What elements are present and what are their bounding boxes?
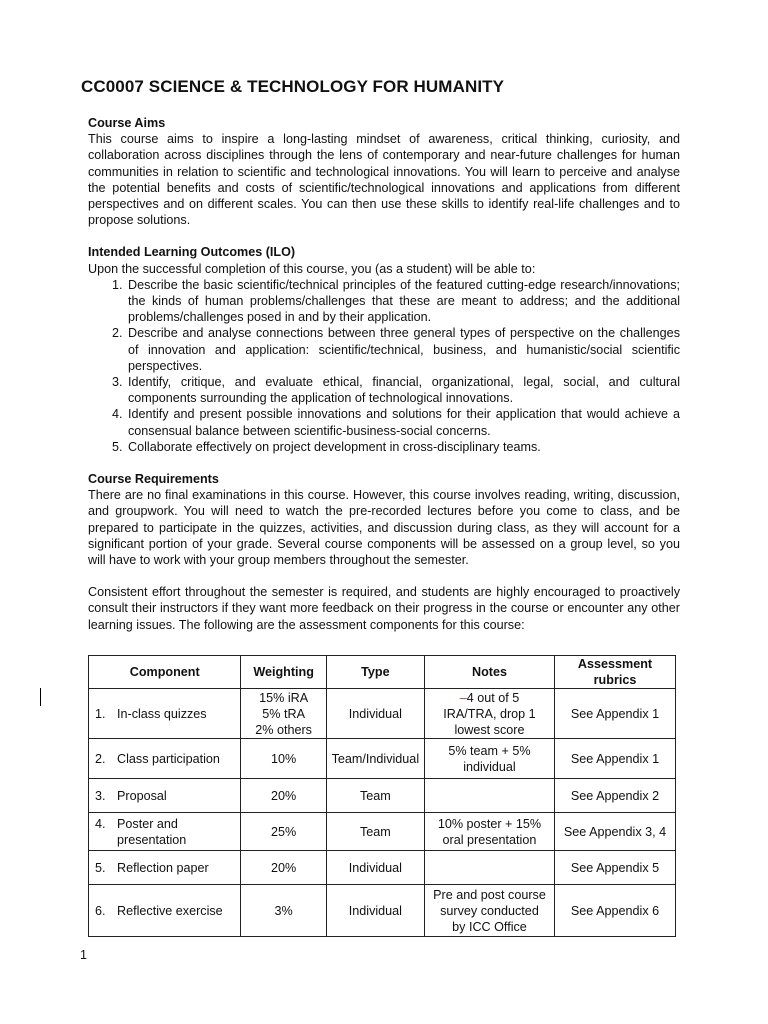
header-type: Type [326, 656, 424, 689]
table-row [89, 739, 676, 779]
rubric-cell: See Appendix 1 [555, 739, 676, 779]
ilo-list [88, 277, 680, 455]
table-row [89, 851, 676, 885]
component-cell: 6. Reflective exercise [89, 885, 241, 937]
rubric-cell: See Appendix 1 [555, 689, 676, 739]
table-row [89, 813, 676, 851]
notes-cell: –4 out of 5 IRA/TRA, drop 1 lowest score [424, 689, 554, 739]
weighting-cell: 15% iRA 5% tRA 2% others [241, 689, 326, 739]
body-content [88, 115, 680, 633]
type-cell: Individual [326, 851, 424, 885]
page-title: CC0007 SCIENCE & TECHNOLOGY FOR HUMANITY [81, 77, 505, 96]
notes-cell: 10% poster + 15% oral presentation [424, 813, 554, 851]
weighting-cell: 25% [241, 813, 326, 851]
rubric-cell: See Appendix 3, 4 [555, 813, 676, 851]
rubric-cell: See Appendix 2 [555, 779, 676, 813]
header-weighting: Weighting [241, 656, 326, 689]
component-cell: 3. Proposal [89, 779, 241, 813]
header-component: Component [89, 656, 241, 689]
type-cell: Team/Individual [326, 739, 424, 779]
ilo-heading: Intended Learning Outcomes (ILO) [88, 245, 296, 260]
header-rubrics: Assessment rubrics [555, 656, 676, 689]
course-aims-heading: Course Aims [88, 116, 166, 130]
rubric-cell: See Appendix 5 [555, 851, 676, 885]
requirements-para-2: Consistent effort throughout the semester is required, and students are highly encouraged to proactively consult their instructors if they want more feedback on their progress in the course or encounter any other learning issues. The following are the assessment components for this course: [88, 585, 680, 632]
component-cell: 2. Class participation [89, 739, 241, 779]
ilo-item: 2. Describe and analyse connections between three general types of perspective on the challenges of innovation and application: scientific/technical, business, and humanistic/social scientific perspectives. [126, 325, 680, 374]
ilo-item: 4. Identify and present possible innovations and solutions for their application that would achieve a consensual balance between scientific-business-social concerns. [126, 406, 680, 438]
table-header-row [89, 656, 676, 689]
ilo-intro: Upon the successful completion of this course, you (as a student) will be able to: [88, 261, 536, 276]
header-notes: Notes [424, 656, 554, 689]
course-aims-text: This course aims to inspire a long-lasting mindset of awareness, critical thinking, curiosity, and collaboration across disciplines through the lens of contemporary and near-future challenges for human communities in relation to scientific and technological innovations. You will learn to perceive and analyse the potential benefits and costs of scientific/technological innovations and applications from different perspectives and on different scales. You can then use these skills to identify real-life challenges and to propose solutions. [88, 132, 680, 228]
ilo-item: 3. Identify, critique, and evaluate ethical, financial, organizational, legal, social, and cultural components surrounding the application of technological innovations. [126, 374, 680, 406]
text-cursor [40, 688, 41, 706]
notes-cell [424, 851, 554, 885]
component-cell: 1. In-class quizzes [89, 689, 241, 739]
type-cell: Individual [326, 689, 424, 739]
notes-cell [424, 779, 554, 813]
table-row [89, 689, 676, 739]
component-cell: 5. Reflection paper [89, 851, 241, 885]
page-number: 1 [80, 948, 88, 962]
table-row [89, 779, 676, 813]
ilo-item: 1. Describe the basic scientific/technical principles of the featured cutting-edge research/innovations; the kinds of human problems/challenges that these are meant to address; and the additional problems/challenges posed in and by their application. [126, 277, 680, 326]
notes-cell: Pre and post course survey conducted by ICC Office [424, 885, 554, 937]
assessment-table [88, 655, 676, 937]
type-cell: Team [326, 779, 424, 813]
weighting-cell: 20% [241, 779, 326, 813]
ilo-item: 5. Collaborate effectively on project development in cross-disciplinary teams. [126, 439, 680, 455]
rubric-cell: See Appendix 6 [555, 885, 676, 937]
weighting-cell: 20% [241, 851, 326, 885]
table-row [89, 885, 676, 937]
notes-cell: 5% team + 5% individual [424, 739, 554, 779]
tracked-change-mark: – [459, 690, 467, 705]
requirements-para-1: There are no final examinations in this course. However, this course involves reading, writing, discussion, and groupwork. You will need to watch the pre-recorded lectures before you come to class, and be prepared to participate in the quizzes, activities, and discussion during class, as they will account for a significant portion of your grade. Several course components will be assessed on a group level, so you will have to work with your group members throughout the semester. [88, 488, 680, 568]
component-cell: 4. Poster and presentation [89, 813, 241, 851]
requirements-heading: Course Requirements [88, 472, 219, 487]
type-cell: Individual [326, 885, 424, 937]
type-cell: Team [326, 813, 424, 851]
weighting-cell: 3% [241, 885, 326, 937]
weighting-cell: 10% [241, 739, 326, 779]
